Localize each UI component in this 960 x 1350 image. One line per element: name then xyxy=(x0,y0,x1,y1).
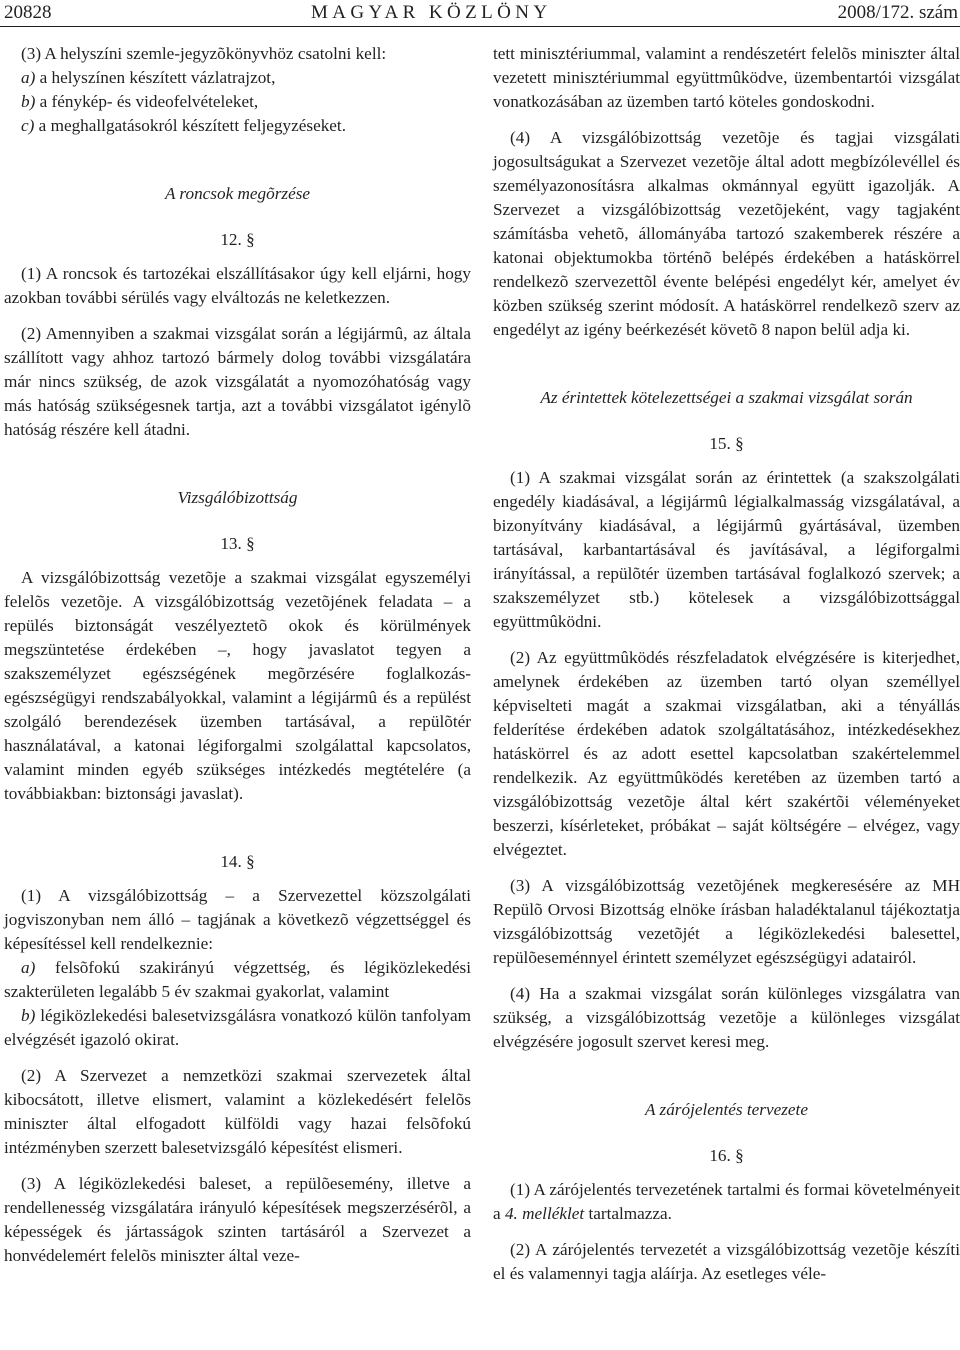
section-number: 14. § xyxy=(220,852,255,871)
section-title: Az érintettek kötelezettségei a szakmai vizsgálat során xyxy=(540,388,913,407)
header-rule xyxy=(0,26,960,27)
section-title: Vizsgálóbizottság xyxy=(177,488,298,507)
list-text: légiközlekedési balesetvizsgálásra vonatkozó külön tanfolyam elvégzését igazoló okirat. xyxy=(4,1006,472,1049)
annex-reference: 4. melléklet xyxy=(504,1204,585,1223)
list-item xyxy=(4,66,471,90)
paragraph: (2) Az együttmûködés részfeladatok elvégzésére is kiterjedhet, amelynek érdekében az üzemben tartó olyan személlyel képviselteti magát a szakmai vizsgálatban, aki a tényállás felderítése érdekében adatok szolgáltatásához, intézkedésekhez hatáskörrel és az adott esettel kapcsolatban szakértelemmel rendelkezik. Az együttmûködés keretében az üzemben tartó a vizsgálóbizottság vezetõje által kért szakértõi véleményeket beszerzi, kísérleteket, próbákat – saját költségére – elvégez, vagy elvégeztet. xyxy=(493,648,960,859)
journal-title: MAGYAR KÖZLÖNY xyxy=(311,2,552,23)
paragraph: (2) A Szervezet a nemzetközi szakmai szervezetek által kibocsátott, illetve elismert, valamint a közlekedésért felelõs miniszter által elfogadott külföldi vagy hazai felsõfokú intézményben szerzett balesetvizsgáló képesítést elismeri. xyxy=(4,1066,471,1157)
list-item xyxy=(4,114,471,138)
list-label: b) xyxy=(21,92,36,111)
list-text: a helyszínen készített vázlatrajzot, xyxy=(39,68,276,87)
left-column xyxy=(4,42,471,1268)
section-number: 16. § xyxy=(709,1146,744,1165)
paragraph: (3) A helyszíni szemle-jegyzõkönyvhöz csatolni kell: xyxy=(21,44,387,63)
paragraph xyxy=(493,1178,960,1226)
paragraph: (1) A szakmai vizsgálat során az érintettek (a szakszolgálati engedély kiadásával, a légijármû légialkalmasság vizsgálatával, a bizonyítvány kiadásával, a légijármû gyártásával, üzemben tartásával, karbantartásával és javításával, a légiforgalmi irányítással, a repülõtér üzemben tartásával foglalkozó szervek; a szakszemélyzet stb.) kötelesek a vizsgálóbizottsággal együttmûködni. xyxy=(493,468,960,631)
paragraph: (2) Amennyiben a szakmai vizsgálat során a légijármû, az általa szállított vagy ahhoz tartozó bármely dolog további vizsgálatára már nincs szükség, de azok vizsgálatát a nyomozóhatóság vagy más hatóság szükségesnek tartja, azt a további vizsgálatot igénylõ hatóság részére kell átadni. xyxy=(4,324,471,439)
list-text: a meghallgatásokról készített feljegyzéseket. xyxy=(38,116,346,135)
list-item xyxy=(4,1004,471,1052)
paragraph: (2) A zárójelentés tervezetét a vizsgálóbizottság vezetõje készíti el és valamennyi tagja aláírja. Az esetleges véle- xyxy=(493,1240,960,1283)
list-label: b) xyxy=(21,1006,36,1025)
list-item xyxy=(4,90,471,114)
paragraph: (4) Ha a szakmai vizsgálat során különleges vizsgálatra van szükség, a vizsgálóbizottság vezetõje a különleges vizsgálat elvégzésére jogosult szervet keresi meg. xyxy=(493,984,960,1051)
section-number: 13. § xyxy=(220,534,255,553)
section-number: 12. § xyxy=(220,230,255,249)
section-title: A roncsok megõrzése xyxy=(164,184,311,203)
paragraph: (4) A vizsgálóbizottság vezetõje és tagjai vizsgálati jogosultságukat a Szervezet vezetõje által adott megbízólevéllel és személyazonosításra alkalmas okmánnyal együtt igazolják. A Szervezet a vizsgálóbizottság vezetõjeként, vagy tagjaként számításba vehetõ, állományába tartozó szakemberek részére a katonai objektumokba történõ belépés érdekében a hatáskörrel rendelkezõ szervezettõl évente belépési engedélyt kér, amelyet év közben szükség szerint módosít. A hatáskörrel rendelkezõ szerv az engedélyt az igény beérkezését követõ 8 napon belül adja ki. xyxy=(493,128,960,339)
paragraph: (3) A vizsgálóbizottság vezetõjének megkeresésére az MH Repülõ Orvosi Bizottság elnöke írásban haladéktalanul tájékoztatja vizsgálóbizottság vezetõjét a légiközlekedési balesettel, repülõeseménnyel érintett személyzet egészségügyi adatairól. xyxy=(493,876,960,967)
paragraph: A vizsgálóbizottság vezetõje a szakmai vizsgálat egyszemélyi felelõs vezetõje. A vizsgálóbizottság vezetõjének feladata – a repülés biztonságát veszélyeztetõ okok és körülmények megszüntetése érdekében –, hogy javaslatot tegyen a szakszemélyzet egészségének megõrzésére foglalkozás-egészségügyi rendszabályokkal, valamint a légijármû és a repülést szolgáló berendezések üzemben tartásával, a repülõtér használatával, a katonai légiforgalmi szolgálattal kapcsolatos, valamint minden egyéb szükséges intézkedés megtételére (a továbbiakban: biztonsági javaslat). xyxy=(4,568,471,803)
paragraph: tett minisztériummal, valamint a rendészetért felelõs miniszter által vezetett minisztériummal együttmûködve, üzembentartói vizsgálat vonatkozásában az üzemben tartó köteles gondoskodni. xyxy=(493,44,960,111)
list-label: c) xyxy=(21,116,35,135)
list-item xyxy=(4,956,471,1004)
list-text: a fénykép- és videofelvételeket, xyxy=(39,92,259,111)
list-label: a) xyxy=(21,68,36,87)
section-title: A zárójelentés tervezete xyxy=(645,1100,808,1119)
paragraph-text: tartalmazza. xyxy=(584,1204,672,1223)
issue-number: 2008/172. szám xyxy=(837,2,958,23)
page-number: 20828 xyxy=(4,2,52,23)
paragraph: (1) A roncsok és tartozékai elszállításakor úgy kell eljárni, hogy azokban további sérülés vagy elváltozás ne keletkezzen. xyxy=(4,264,471,307)
paragraph-text: (1) A zárójelentés tervezetének tartalmi és formai követelményeit a xyxy=(493,1180,960,1223)
section-number: 15. § xyxy=(709,434,744,453)
list-label: a) xyxy=(21,958,36,977)
list-text: felsõfokú szakirányú végzettség, és légiközlekedési szakterületen legalább 5 év szakmai gyakorlat, valamint xyxy=(4,958,471,1001)
paragraph: (1) A vizsgálóbizottság – a Szervezettel közszolgálati jogviszonyban nem álló – tagjának a következõ végzettséggel és képesítéssel kell rendelkeznie: xyxy=(4,886,471,953)
right-column xyxy=(493,42,960,1286)
paragraph: (3) A légiközlekedési baleset, a repülõesemény, illetve a rendellenesség vizsgálatára irányuló képesítések megszerzésérõl, a képességek és jártasságok szinten tartásáról a Szervezet a honvédelemért felelõs miniszter által veze- xyxy=(4,1174,471,1265)
page-header xyxy=(0,0,960,32)
